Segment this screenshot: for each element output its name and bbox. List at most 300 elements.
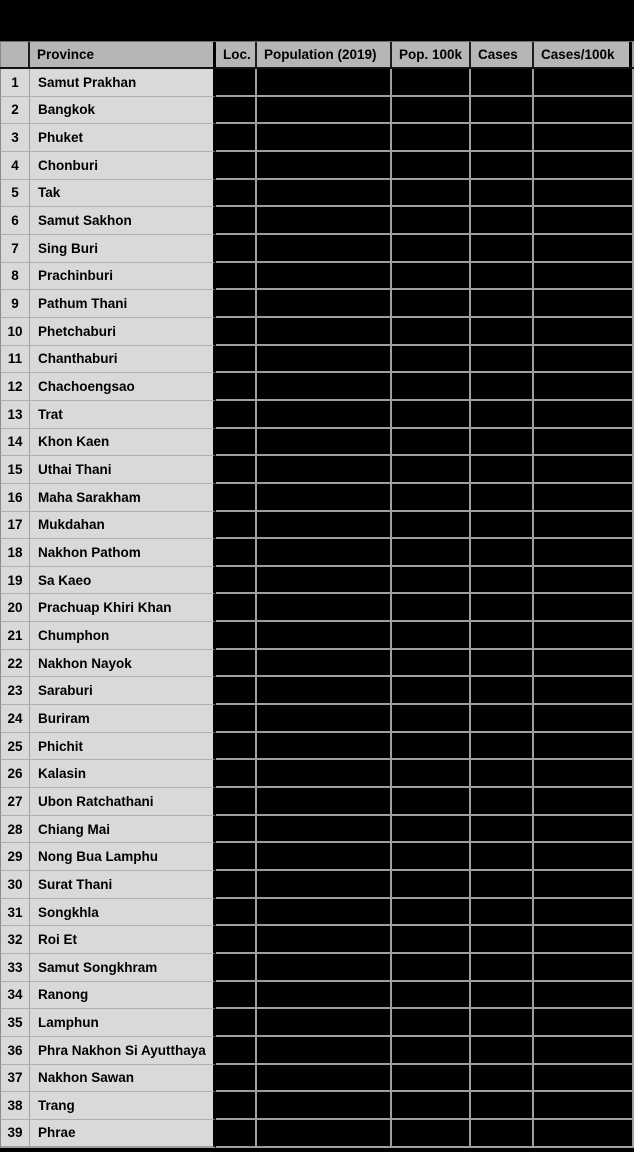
province-cell: Nong Bua Lamphu (30, 843, 216, 871)
pop-100k-cell (392, 69, 471, 97)
header-province: Province (30, 42, 216, 67)
table-row (0, 843, 634, 871)
population-cell (257, 69, 392, 97)
population-cell (257, 899, 392, 927)
pop-100k-cell (392, 207, 471, 235)
cases-100k-cell (534, 788, 634, 816)
cases-cell (471, 843, 534, 871)
rank-cell: 2 (0, 97, 30, 125)
population-cell (257, 843, 392, 871)
table-row (0, 152, 634, 180)
province-cell: Nakhon Pathom (30, 539, 216, 567)
cases-100k-cell (534, 207, 634, 235)
loc-cell (216, 1009, 257, 1037)
cases-100k-cell (534, 373, 634, 401)
province-cell: Trang (30, 1092, 216, 1120)
population-cell (257, 650, 392, 678)
cases-100k-cell (534, 290, 634, 318)
cases-cell (471, 539, 534, 567)
cases-cell (471, 512, 534, 540)
rank-cell: 4 (0, 152, 30, 180)
pop-100k-cell (392, 373, 471, 401)
pop-100k-cell (392, 1092, 471, 1120)
population-cell (257, 180, 392, 208)
table-row (0, 429, 634, 457)
cases-100k-cell (534, 871, 634, 899)
table-row (0, 871, 634, 899)
rank-cell: 38 (0, 1092, 30, 1120)
rank-cell: 25 (0, 733, 30, 761)
rank-cell: 5 (0, 180, 30, 208)
province-cell: Mukdahan (30, 512, 216, 540)
cases-100k-cell (534, 1120, 634, 1148)
loc-cell (216, 124, 257, 152)
province-cell: Samut Prakhan (30, 69, 216, 97)
province-cell: Tak (30, 180, 216, 208)
table-row (0, 180, 634, 208)
header-loc: Loc. (216, 42, 257, 67)
cases-100k-cell (534, 124, 634, 152)
loc-cell (216, 1065, 257, 1093)
cases-100k-cell (534, 429, 634, 457)
province-cell: Uthai Thani (30, 456, 216, 484)
header-rank (0, 42, 30, 67)
pop-100k-cell (392, 290, 471, 318)
loc-cell (216, 954, 257, 982)
rank-cell: 10 (0, 318, 30, 346)
province-cell: Khon Kaen (30, 429, 216, 457)
loc-cell (216, 1120, 257, 1148)
province-cell: Lamphun (30, 1009, 216, 1037)
loc-cell (216, 373, 257, 401)
pop-100k-cell (392, 954, 471, 982)
header-pop-100k: Pop. 100k (392, 42, 471, 67)
cases-cell (471, 429, 534, 457)
loc-cell (216, 263, 257, 291)
rank-cell: 16 (0, 484, 30, 512)
cases-100k-cell (534, 567, 634, 595)
province-cell: Ranong (30, 982, 216, 1010)
rank-cell: 1 (0, 69, 30, 97)
rank-cell: 6 (0, 207, 30, 235)
province-cell: Phichit (30, 733, 216, 761)
cases-100k-cell (534, 401, 634, 429)
cases-cell (471, 97, 534, 125)
cases-100k-cell (534, 982, 634, 1010)
loc-cell (216, 207, 257, 235)
province-cell: Maha Sarakham (30, 484, 216, 512)
table-row (0, 982, 634, 1010)
cases-100k-cell (534, 512, 634, 540)
pop-100k-cell (392, 677, 471, 705)
loc-cell (216, 594, 257, 622)
cases-cell (471, 124, 534, 152)
table-row (0, 97, 634, 125)
cases-100k-cell (534, 733, 634, 761)
cases-100k-cell (534, 484, 634, 512)
population-cell (257, 373, 392, 401)
cases-100k-cell (534, 760, 634, 788)
top-black-band (0, 0, 634, 41)
table-row (0, 926, 634, 954)
cases-100k-cell (534, 1092, 634, 1120)
table-row (0, 733, 634, 761)
rank-cell: 20 (0, 594, 30, 622)
cases-cell (471, 318, 534, 346)
rank-cell: 27 (0, 788, 30, 816)
table-row (0, 456, 634, 484)
pop-100k-cell (392, 788, 471, 816)
table-row (0, 1120, 634, 1148)
pop-100k-cell (392, 760, 471, 788)
province-cell: Surat Thani (30, 871, 216, 899)
pop-100k-cell (392, 484, 471, 512)
cases-100k-cell (534, 677, 634, 705)
loc-cell (216, 650, 257, 678)
cases-cell (471, 567, 534, 595)
pop-100k-cell (392, 346, 471, 374)
province-cell: Prachuap Khiri Khan (30, 594, 216, 622)
rank-cell: 39 (0, 1120, 30, 1148)
cases-cell (471, 346, 534, 374)
cases-100k-cell (534, 263, 634, 291)
province-cases-table (0, 41, 634, 1148)
table-row (0, 235, 634, 263)
rank-cell: 11 (0, 346, 30, 374)
rank-cell: 19 (0, 567, 30, 595)
cases-100k-cell (534, 97, 634, 125)
rank-cell: 13 (0, 401, 30, 429)
pop-100k-cell (392, 180, 471, 208)
pop-100k-cell (392, 401, 471, 429)
province-cell: Sing Buri (30, 235, 216, 263)
cases-cell (471, 69, 534, 97)
loc-cell (216, 539, 257, 567)
province-cell: Saraburi (30, 677, 216, 705)
table-row (0, 788, 634, 816)
loc-cell (216, 429, 257, 457)
population-cell (257, 760, 392, 788)
province-cell: Trat (30, 401, 216, 429)
population-cell (257, 954, 392, 982)
loc-cell (216, 733, 257, 761)
pop-100k-cell (392, 235, 471, 263)
rank-cell: 17 (0, 512, 30, 540)
pop-100k-cell (392, 816, 471, 844)
population-cell (257, 1065, 392, 1093)
province-cell: Samut Sakhon (30, 207, 216, 235)
cases-100k-cell (534, 1037, 634, 1065)
population-cell (257, 263, 392, 291)
loc-cell (216, 484, 257, 512)
loc-cell (216, 816, 257, 844)
province-cell: Songkhla (30, 899, 216, 927)
loc-cell (216, 871, 257, 899)
province-cell: Kalasin (30, 760, 216, 788)
population-cell (257, 456, 392, 484)
population-cell (257, 207, 392, 235)
rank-cell: 26 (0, 760, 30, 788)
table-row (0, 512, 634, 540)
province-cell: Sa Kaeo (30, 567, 216, 595)
table-row (0, 622, 634, 650)
cases-cell (471, 401, 534, 429)
province-cell: Phra Nakhon Si Ayutthaya (30, 1037, 216, 1065)
loc-cell (216, 152, 257, 180)
table-row (0, 401, 634, 429)
rank-cell: 23 (0, 677, 30, 705)
table-row (0, 484, 634, 512)
pop-100k-cell (392, 622, 471, 650)
pop-100k-cell (392, 650, 471, 678)
population-cell (257, 512, 392, 540)
cases-cell (471, 622, 534, 650)
table-body (0, 69, 634, 1148)
cases-cell (471, 180, 534, 208)
table-row (0, 705, 634, 733)
loc-cell (216, 401, 257, 429)
rank-cell: 12 (0, 373, 30, 401)
cases-cell (471, 1009, 534, 1037)
cases-cell (471, 594, 534, 622)
pop-100k-cell (392, 926, 471, 954)
table-row (0, 594, 634, 622)
header-cases: Cases (471, 42, 534, 67)
cases-100k-cell (534, 899, 634, 927)
cases-100k-cell (534, 594, 634, 622)
population-cell (257, 677, 392, 705)
cases-cell (471, 926, 534, 954)
population-cell (257, 594, 392, 622)
population-cell (257, 1009, 392, 1037)
population-cell (257, 788, 392, 816)
loc-cell (216, 567, 257, 595)
loc-cell (216, 1037, 257, 1065)
province-cell: Chiang Mai (30, 816, 216, 844)
loc-cell (216, 760, 257, 788)
table-header-row (0, 41, 634, 69)
population-cell (257, 1092, 392, 1120)
cases-cell (471, 456, 534, 484)
cases-100k-cell (534, 954, 634, 982)
population-cell (257, 152, 392, 180)
cases-cell (471, 373, 534, 401)
population-cell (257, 401, 392, 429)
cases-cell (471, 899, 534, 927)
cases-cell (471, 677, 534, 705)
loc-cell (216, 235, 257, 263)
population-cell (257, 346, 392, 374)
pop-100k-cell (392, 594, 471, 622)
rank-cell: 28 (0, 816, 30, 844)
cases-100k-cell (534, 650, 634, 678)
cases-100k-cell (534, 235, 634, 263)
loc-cell (216, 346, 257, 374)
population-cell (257, 926, 392, 954)
loc-cell (216, 1092, 257, 1120)
province-cell: Chanthaburi (30, 346, 216, 374)
cases-cell (471, 1037, 534, 1065)
pop-100k-cell (392, 512, 471, 540)
table-row (0, 373, 634, 401)
pop-100k-cell (392, 843, 471, 871)
table-row (0, 1092, 634, 1120)
rank-cell: 33 (0, 954, 30, 982)
province-cell: Roi Et (30, 926, 216, 954)
loc-cell (216, 69, 257, 97)
cases-cell (471, 982, 534, 1010)
pop-100k-cell (392, 1009, 471, 1037)
cases-cell (471, 1065, 534, 1093)
population-cell (257, 705, 392, 733)
pop-100k-cell (392, 982, 471, 1010)
rank-cell: 34 (0, 982, 30, 1010)
province-cell: Chonburi (30, 152, 216, 180)
cases-cell (471, 290, 534, 318)
rank-cell: 29 (0, 843, 30, 871)
cases-100k-cell (534, 318, 634, 346)
pop-100k-cell (392, 456, 471, 484)
pop-100k-cell (392, 1037, 471, 1065)
cases-cell (471, 871, 534, 899)
loc-cell (216, 705, 257, 733)
cases-cell (471, 1120, 534, 1148)
table-row (0, 899, 634, 927)
population-cell (257, 539, 392, 567)
cases-cell (471, 235, 534, 263)
loc-cell (216, 290, 257, 318)
cases-100k-cell (534, 180, 634, 208)
table-row (0, 954, 634, 982)
province-cell: Prachinburi (30, 263, 216, 291)
pop-100k-cell (392, 1120, 471, 1148)
population-cell (257, 1120, 392, 1148)
loc-cell (216, 318, 257, 346)
pop-100k-cell (392, 429, 471, 457)
cases-100k-cell (534, 539, 634, 567)
province-cell: Pathum Thani (30, 290, 216, 318)
pop-100k-cell (392, 567, 471, 595)
rank-cell: 14 (0, 429, 30, 457)
cases-100k-cell (534, 346, 634, 374)
cases-100k-cell (534, 926, 634, 954)
cases-100k-cell (534, 705, 634, 733)
loc-cell (216, 456, 257, 484)
cases-100k-cell (534, 69, 634, 97)
pop-100k-cell (392, 871, 471, 899)
cases-cell (471, 705, 534, 733)
province-cell: Phuket (30, 124, 216, 152)
rank-cell: 32 (0, 926, 30, 954)
table-row (0, 290, 634, 318)
cases-cell (471, 263, 534, 291)
rank-cell: 8 (0, 263, 30, 291)
loc-cell (216, 843, 257, 871)
table-row (0, 1065, 634, 1093)
cases-100k-cell (534, 1065, 634, 1093)
population-cell (257, 733, 392, 761)
population-cell (257, 97, 392, 125)
table-row (0, 69, 634, 97)
rank-cell: 35 (0, 1009, 30, 1037)
cases-cell (471, 954, 534, 982)
cases-100k-cell (534, 622, 634, 650)
loc-cell (216, 926, 257, 954)
population-cell (257, 124, 392, 152)
pop-100k-cell (392, 152, 471, 180)
table-row (0, 677, 634, 705)
pop-100k-cell (392, 705, 471, 733)
pop-100k-cell (392, 263, 471, 291)
population-cell (257, 290, 392, 318)
rank-cell: 36 (0, 1037, 30, 1065)
cases-cell (471, 760, 534, 788)
table-row (0, 567, 634, 595)
population-cell (257, 567, 392, 595)
table-row (0, 263, 634, 291)
loc-cell (216, 982, 257, 1010)
rank-cell: 18 (0, 539, 30, 567)
cases-100k-cell (534, 843, 634, 871)
pop-100k-cell (392, 539, 471, 567)
population-cell (257, 429, 392, 457)
cases-cell (471, 733, 534, 761)
table-row (0, 816, 634, 844)
table-row (0, 760, 634, 788)
rank-cell: 15 (0, 456, 30, 484)
rank-cell: 22 (0, 650, 30, 678)
cases-100k-cell (534, 816, 634, 844)
province-cell: Nakhon Nayok (30, 650, 216, 678)
loc-cell (216, 899, 257, 927)
population-cell (257, 871, 392, 899)
cases-cell (471, 207, 534, 235)
pop-100k-cell (392, 97, 471, 125)
table-row (0, 539, 634, 567)
province-cell: Chachoengsao (30, 373, 216, 401)
cases-100k-cell (534, 456, 634, 484)
rank-cell: 30 (0, 871, 30, 899)
rank-cell: 31 (0, 899, 30, 927)
loc-cell (216, 97, 257, 125)
cases-100k-cell (534, 152, 634, 180)
province-cell: Nakhon Sawan (30, 1065, 216, 1093)
loc-cell (216, 788, 257, 816)
population-cell (257, 1037, 392, 1065)
rank-cell: 21 (0, 622, 30, 650)
pop-100k-cell (392, 124, 471, 152)
header-population-2019: Population (2019) (257, 42, 392, 67)
table-row (0, 1009, 634, 1037)
province-cell: Buriram (30, 705, 216, 733)
cases-cell (471, 816, 534, 844)
loc-cell (216, 677, 257, 705)
pop-100k-cell (392, 733, 471, 761)
cases-cell (471, 650, 534, 678)
loc-cell (216, 180, 257, 208)
table-row (0, 124, 634, 152)
rank-cell: 7 (0, 235, 30, 263)
table-row (0, 346, 634, 374)
province-cell: Chumphon (30, 622, 216, 650)
province-cell: Bangkok (30, 97, 216, 125)
province-cell: Samut Songkhram (30, 954, 216, 982)
cases-cell (471, 484, 534, 512)
province-cell: Phrae (30, 1120, 216, 1148)
table-row (0, 1037, 634, 1065)
cases-100k-cell (534, 1009, 634, 1037)
population-cell (257, 622, 392, 650)
